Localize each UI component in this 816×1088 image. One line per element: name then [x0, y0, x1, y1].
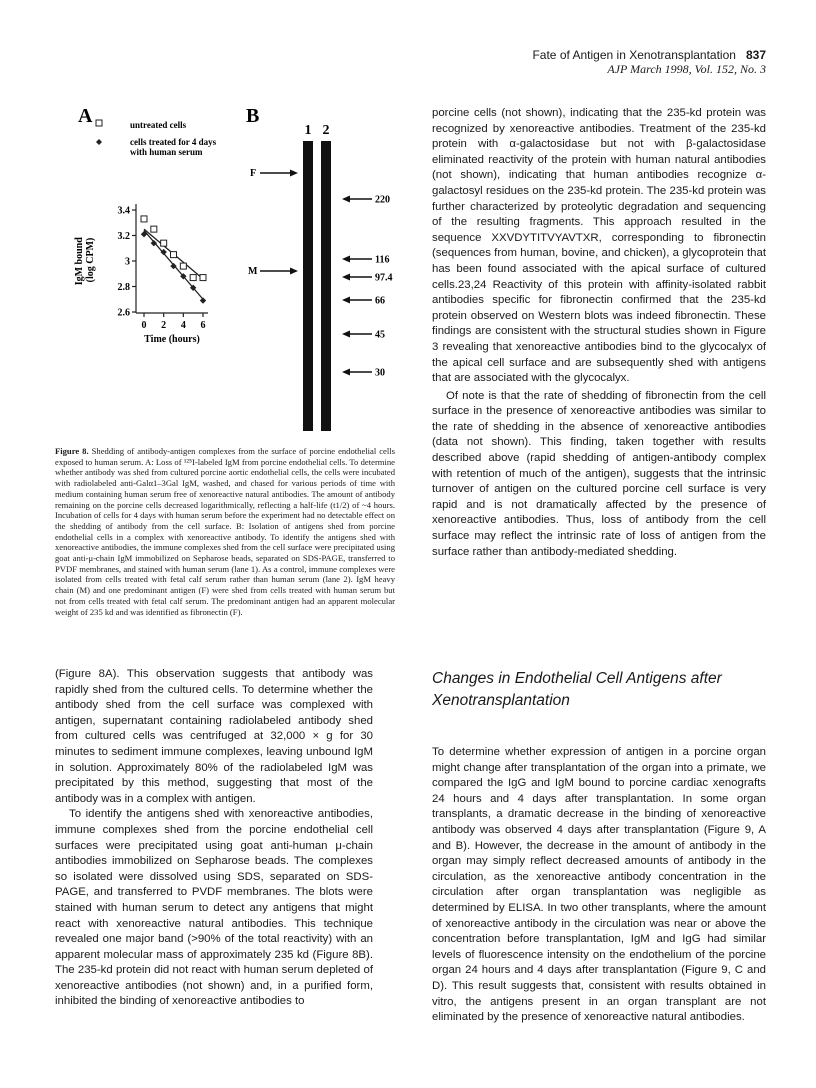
- plot-a: [118, 204, 209, 331]
- mw-label: 66: [375, 295, 385, 307]
- paragraph: To determine whether expression of antigen in a porcine organ might change after transplantation of the organ into a primate, we compared the IgG and IgM bound to porcine cardiac xenografts 24 hours and 4 days after transplantation. In some organ transplants, a dramatic decrease in the binding of xenoreactive antibody was observed 4 days after transplantation (Figure 9, A and B). However, the decrease in the amount of antibody in the organ may simply reflect decreased amounts of antibody in the circulation, as the xenoreactive antibody concentration in the circulation after organ transplantation was negligible as determined by ELISA. In two other transplants, where the amount of xenoreactive antibody in the circulation was near or above the concentration before transplantation, IgM and IgG had similar levels of fluorescence intensity on the endothelium of the porcine organ 24 hours and 4 days after transplantation (Figure 9, C and D). This result suggests that, consistent with results obtained in vitro, the antigens present in an organ transplant are not eliminated by the presence of xenoreactive natural antibodies.: [432, 746, 766, 1024]
- right-column-text: [432, 106, 766, 560]
- legend-untreated: untreated cells: [130, 120, 187, 130]
- y-tick-label: 3.2: [117, 231, 130, 242]
- figure-8: [60, 104, 400, 440]
- mw-arrowhead: [342, 256, 350, 263]
- figure-caption: [55, 446, 395, 617]
- running-header: [532, 48, 766, 76]
- data-point-square: [200, 275, 206, 281]
- panel-a-label: A: [78, 105, 93, 127]
- lane-2-blot: [321, 141, 331, 431]
- data-point-square: [151, 226, 157, 232]
- legend-treated: cells treated for 4 days with human serum: [130, 137, 217, 157]
- x-tick-label: 6: [200, 320, 206, 331]
- data-point-diamond: [141, 231, 147, 237]
- mw-arrowhead: [342, 369, 350, 376]
- marker-f-label: F: [250, 168, 257, 179]
- data-point-square: [141, 216, 147, 222]
- data-point-square: [180, 263, 186, 269]
- paragraph: Of note is that the rate of shedding of fibronectin from the cell surface in the presence of xenoreactive antibodies was similar to the rate of shedding in the absence of xenoreactive antibodies (data not shown). This finding, taken together with results described above (rapid shedding of antigen-antibody complex with retention of much of the antigen), suggests that the intrinsic turnover of antigen on the cultured porcine cell surface is very rapid and is not dramatically affected by the presence of xenoreactive antibodies. Thus, loss of antibody from the cell surface may reflect the intrinsic rate of loss of antigen from the surface rather than antibody-mediated shedding.: [432, 389, 766, 558]
- paragraph: porcine cells (not shown), indicating that the 235-kd protein was recognized by xenoreactive antibodies. Treatment of the 235-kd protein with α-galactosidase but not with β-galactosidase eliminated reactivity of the protein with human natural antibodies (not shown), indicating that human antibodies recognize α-galactosyl residues on the 235-kd protein. The 235-kd protein was further characterized by proteolytic degradation and sequencing of the resulting fragments. This approach resulted in the sequence XXVDYTITVYAVTXR, corresponding to fibronectin (sequences from human, bovine, and chicken), a glycoprotein that has been found associated with the apical surface of cultured cells.23,24 Reactivity of this protein with affinity-isolated rabbit antibodies specific for fibronectin confirmed that the 235-kd protein observed on Western blots was indeed fibronectin. These findings are consistent with the structural studies shown in Figure 3 revealing that xenoreactive antibodies bind to the glycocalyx of the apical cell surface and are subsequently shed with antigens that are associated with the glycocalyx.: [432, 107, 766, 385]
- lane-2-label: 2: [322, 123, 330, 138]
- mw-label: 30: [375, 367, 385, 379]
- lane-1-label: 1: [304, 123, 312, 138]
- mw-label: 97.4: [375, 272, 393, 284]
- mw-label: 220: [375, 194, 390, 206]
- page-number: 837: [745, 48, 766, 62]
- legend-diamond-icon: [96, 139, 102, 145]
- caption-label: Figure 8.: [55, 446, 89, 456]
- mw-arrowhead: [342, 331, 350, 338]
- mw-arrowhead: [342, 196, 350, 203]
- mw-arrowhead: [342, 297, 350, 304]
- y-tick-label: 3: [125, 256, 130, 268]
- journal-citation: AJP March 1998, Vol. 152, No. 3: [607, 62, 766, 76]
- y-tick-label: 2.8: [117, 282, 130, 293]
- paragraph: (Figure 8A). This observation suggests that antibody was rapidly shed from the cultured cells. To determine whether the antibody shed from the cell surface was complexed with antigen, supernatant containing radiolabeled antibody shed from cultured cells was centrifuged at 32,000 × g for 30 minutes to sediment immune complexes, leaving unbound IgM in solution. Approximately 80% of the radiolabeled IgM was precipitated by this method, suggesting that most of the antibody was in a complex with antigen.: [55, 668, 373, 805]
- y-tick-label: 2.6: [117, 307, 130, 319]
- x-tick-label: 0: [141, 320, 147, 331]
- mw-arrowhead: [342, 274, 350, 281]
- section-heading: Changes in Endothelial Cell Antigens after Xenotransplantation: [432, 670, 722, 709]
- section-body: [432, 745, 766, 1026]
- x-tick-label: 2: [161, 320, 167, 331]
- y-tick-label: 3.4: [117, 205, 130, 217]
- panel-b-label: B: [246, 105, 260, 127]
- data-point-square: [190, 275, 196, 281]
- running-title: Fate of Antigen in Xenotransplantation: [532, 48, 736, 62]
- data-point-square: [171, 252, 177, 258]
- mw-label: 116: [375, 254, 390, 266]
- y-axis-label: IgM bound (log CPM): [74, 237, 96, 286]
- lane-1-blot: [303, 141, 313, 431]
- legend-square-icon: [96, 120, 102, 126]
- left-column-text: [55, 667, 373, 1010]
- data-point-diamond: [200, 297, 206, 303]
- caption-text: Shedding of antibody-antigen complexes from the surface of porcine endothelial cells exposed to human serum. A: Loss of ¹²⁵I-labeled IgM from porcine endothelial cells. To determine whether antibody was shed from cultured porcine aortic endothelial cells, the cells were incubated with radiolabeled anti-Galα1–3Gal IgM, washed, and chased for various periods of time with medium containing human serum free of xenoreactive natural antibodies. The amount of antibody remaining on the porcine cells decreased logarithmically, reflecting a half-life (t1/2) of ~4 hours. Incubation of cells for 4 days with human serum before the experiment had no detectable effect on the shedding of antibody from the cell surface. B: Isolation of antigens shed from porcine endothelial cells in a complex with xenoreactive antibody. To identify the antigens shed with xenoreactive antibodies, the immune complexes shed from the cell surface were precipitated using goat anti-μ-chain IgM immobilized on Sepharose beads, separated on SDS-PAGE, transferred to PVDF membranes, and stained with human serum (lane 1). As a control, immune complexes were isolated from cells treated with fetal calf serum rather than human serum (lane 2). IgM heavy chain (M) and one predominant antigen (F) were shed from cells treated with human serum but not from cells treated with fetal calf serum. The predominant antigen had an apparent molecular weight of 235 kd and was identified as fibronectin (F).: [55, 446, 395, 617]
- mw-label: 45: [375, 329, 385, 341]
- data-point-square: [161, 240, 167, 246]
- x-tick-label: 4: [180, 320, 186, 331]
- paragraph: To identify the antigens shed with xenoreactive antibodies, immune complexes shed from the porcine endothelial cell surfaces were precipitated using goat anti-human μ-chain antibodies immobilized on Sepharose beads. The complexes so isolated were dissolved using SDS, separated on SDS-PAGE, and transferred to PVDF membranes. The blots were stained with human serum to detect any antigens that might react with xenoreactive natural antibodies. This technique revealed one major band (>90% of the total reactivity) with an apparent molecular mass of approximately 235 kd (Figure 8B). The 235-kd protein did not react with human serum depleted of xenoreactive antibodies (not shown) and, in a purified form, inhibited the binding of xenoreactive antibodies to: [55, 808, 373, 1008]
- marker-m-label: M: [248, 266, 258, 277]
- x-axis-label: Time (hours): [144, 334, 200, 345]
